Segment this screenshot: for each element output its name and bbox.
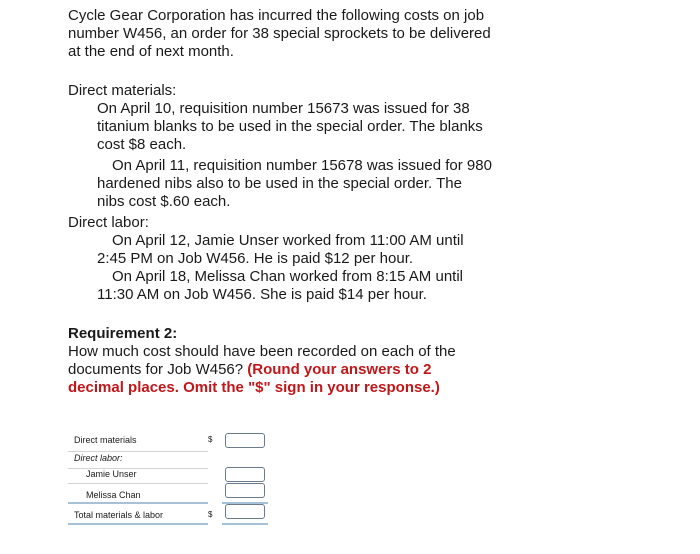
total-rule [68, 523, 208, 525]
requirement-heading: Requirement 2: [68, 325, 178, 342]
melissa-chan-input[interactable] [225, 483, 265, 498]
currency-symbol: $ [208, 435, 213, 444]
requisition-15673: On April 10, requisition number 15673 was issued for 38 titanium blanks to be used in the special order. The blanks cost $8 each. [97, 100, 483, 153]
direct-materials-heading: Direct materials: [68, 82, 177, 99]
total-rule-amount [222, 523, 268, 525]
rounding-instruction-cont: decimal places. Omit the "$" sign in your response.) [68, 379, 440, 396]
jamie-unser-input[interactable] [225, 467, 265, 482]
rounding-instruction: (Round your answers to 2 [247, 361, 432, 378]
table-row-melissa-chan: Melissa Chan [68, 485, 270, 505]
table-row-direct-materials: Direct materials $ [68, 430, 270, 450]
requisition-15678: On April 11, requisition number 15678 was issued for 980 hardened nibs also to be used in the special order. The nibs cost $.60 each. [97, 157, 492, 210]
table-row-jamie-unser: Jamie Unser [68, 464, 270, 484]
labor-entry-melissa: On April 18, Melissa Chan worked from 8:15 AM until 11:30 AM on Job W456. She is paid $14 per hour. [97, 268, 463, 303]
subtotal-rule [68, 502, 208, 504]
currency-symbol: $ [208, 510, 213, 519]
labor-entry-jamie: On April 12, Jamie Unser worked from 11:00 AM until 2:45 PM on Job W456. He is paid $12 per hour. [97, 232, 464, 267]
row-divider [68, 483, 208, 484]
problem-intro: Cycle Gear Corporation has incurred the following costs on job number W456, an order for 38 special sprockets to be delivered at the end of next month. [68, 7, 491, 60]
table-row-total: Total materials & labor $ [68, 505, 270, 525]
direct-labor-heading: Direct labor: [68, 214, 149, 231]
requirement-text: How much cost should have been recorded on each of the documents for Job W456? (Round your answers to 2 decimal places. Omit the "$" sign in your response.) [68, 343, 456, 396]
total-materials-labor-input[interactable] [225, 504, 265, 519]
direct-materials-input[interactable] [225, 433, 265, 448]
table-row-direct-labor: Direct labor: [74, 453, 123, 463]
